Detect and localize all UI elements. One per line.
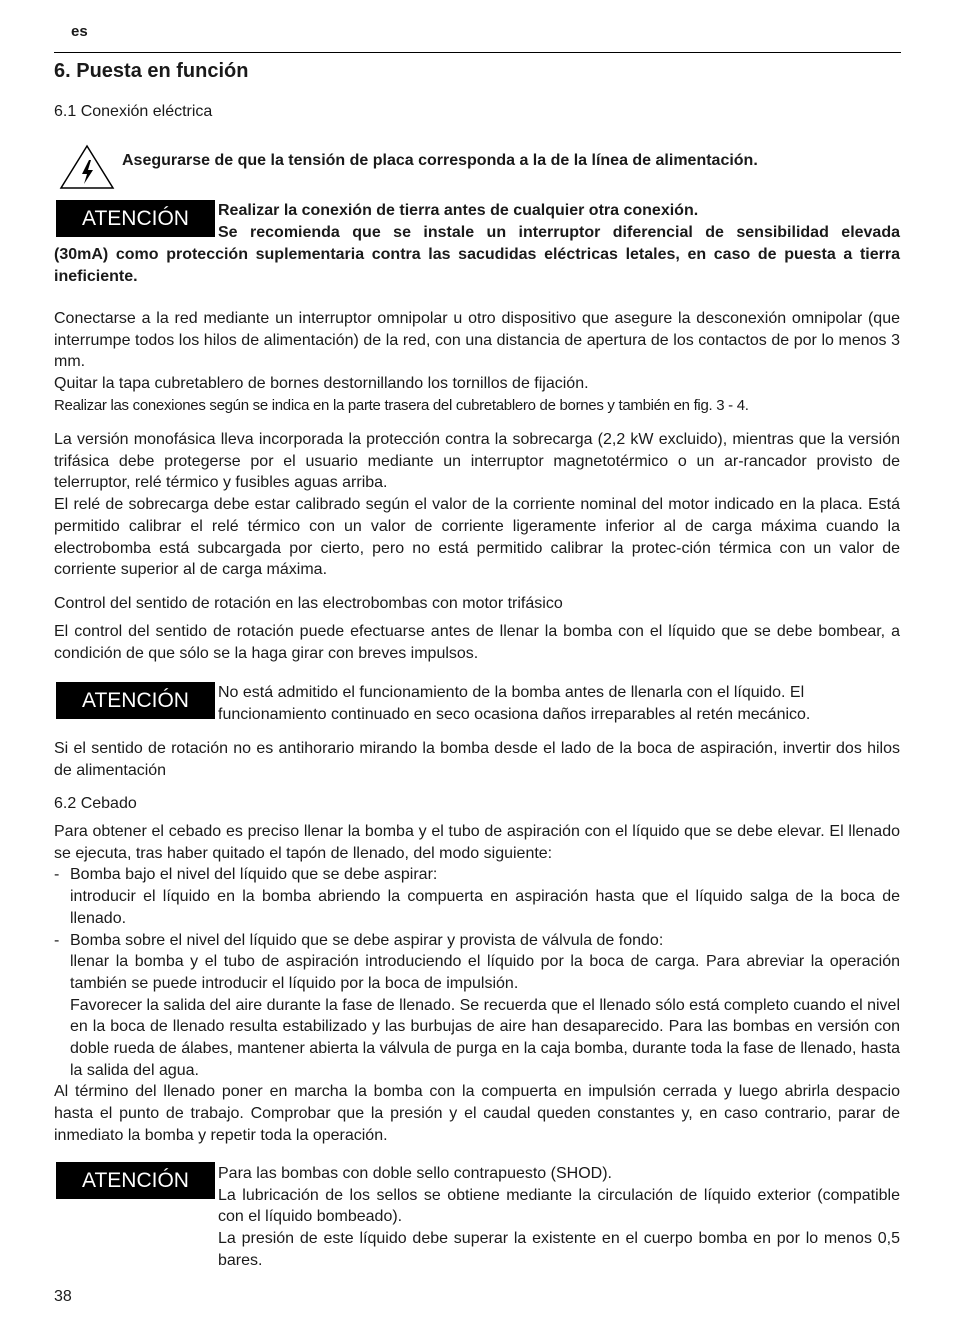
list-item-text: llenar la bomba y el tubo de aspiración introduciendo el líquido por la boca de carga. Para abreviar la operación también se puede introducir el líquido por la boca de impulsión.	[70, 953, 900, 992]
attention-line: Realizar la conexión de tierra antes de cualquier otra conexión.	[218, 202, 699, 219]
attention-text	[218, 1163, 900, 1272]
attention-badge: ATENCIÓN	[56, 682, 215, 719]
priming-outro: Al término del llenado poner en marcha la bomba con la compuerta en impulsión cerrada y luego abrirla despacio hasta el punto de trabajo. Comprobar que la presión y el caudal queden constantes y, en caso contrario, parar de inmediato la bomba y repetir toda la operación.	[54, 1083, 900, 1144]
list-item-title: Bomba sobre el nivel del líquido que se debe aspirar y provista de válvula de fondo:	[70, 931, 664, 949]
paragraph-text: Si el sentido de rotación no es antihorario mirando la bomba desde el lado de la boca de aspiración, invertir dos hilos de alimentación	[54, 740, 900, 779]
attention-badge: ATENCIÓN	[56, 1162, 215, 1199]
attention-line: La presión de este líquido debe superar la existente en el cuerpo bomba en por lo menos 0,5 bares.	[218, 1230, 900, 1269]
list-item-text: introducir el líquido en la bomba abriendo la compuerta en aspiración hasta que el líquido salga de la boca de llenado.	[70, 888, 900, 927]
paragraph-text: Conectarse a la red mediante un interruptor omnipolar u otro dispositivo que asegure la desconexión omnipolar (que interrumpe todos los hilos de alimentación) de la red, con una distancia de apertura de los contactos de por lo menos 3 mm.	[54, 310, 900, 371]
warning-text: Asegurarse de que la tensión de placa corresponda a la de la línea de alimentación.	[122, 152, 758, 169]
paragraph-text: La versión monofásica lleva incorporada la protección contra la sobrecarga (2,2 kW excluido), mientras que la versión trifásica debe protegerse por el usuario mediante un interruptor magnetotérmico o un ar-rancador provisto de telerruptor, relé térmico y fusibles aguas arriba.	[54, 431, 900, 492]
subsection-title-electrical: 6.1 Conexión eléctrica	[54, 103, 213, 120]
rotation-text: El control del sentido de rotación puede efectuarse antes de llenar la bomba con el líquido que se debe bombear, a condición de que sólo se la haga girar con breves impulsos.	[54, 623, 900, 662]
attention-text	[218, 200, 900, 243]
list-item: - Bomba sobre el nivel del líquido que se debe aspirar y provista de válvula de fondo: llenar la bomba y el tubo de aspiración introduciendo el líquido por la boca de carga. Para abreviar la operación también se puede introducir el líquido por la boca de impulsión. Favorecer la salida del aire durante la fase de llenado. Se recuerda que el llenado sólo está completo cuando el nivel en la boca de llenado resulta estabilizado y las burbujas de aire han desaparecido. Para las bombas en versión con doble rueda de álabes, mantener abierta la válvula de purga en la caja bomba, durante toda la fase de llenado, hasta la salida del agua.	[54, 930, 900, 1082]
rotation-title: Control del sentido de rotación en las electrobombas con motor trifásico	[54, 595, 563, 612]
paragraph	[54, 308, 900, 417]
priming-intro: Para obtener el cebado es preciso llenar la bomba y el tubo de aspiración con el líquido que se debe elevar. El llenado se ejecuta, tras haber quitado el tapón de llenado, del modo siguiente:	[54, 823, 900, 862]
paragraph-text: El relé de sobrecarga debe estar calibrado según el valor de la corriente nominal del motor indicado en la placa. Está permitido calibrar el relé térmico con un valor de corriente ligeramente inferior al de carga máxima cuando la electrobomba está subcargada por cierto, pero no está permitido calibrar la protec-ción térmica con un valor de corriente superior al de carga máxima.	[54, 496, 900, 579]
attention-line: Se recomienda que se instale un interruptor diferencial de sensibilidad elevada	[218, 223, 900, 241]
list-item-text: Favorecer la salida del aire durante la fase de llenado. Se recuerda que el llenado sólo está completo cuando el nivel en la boca de llenado resulta estabilizado y las burbujas de aire han desaparecido. Para las bombas en versión con doble rueda de álabes, mantener abierta la válvula de purga en la caja bomba, durante toda la fase de llenado, hasta la salida del agua.	[70, 996, 900, 1079]
list-item-title: Bomba bajo el nivel del líquido que se debe aspirar:	[70, 866, 438, 884]
attention-text: No está admitido el funcionamiento de la bomba antes de llenarla con el líquido. El funcionamiento continuado en seco ocasiona daños irreparables al retén mecánico.	[218, 684, 811, 723]
electrical-hazard-icon	[59, 144, 115, 190]
subsection-title-priming: 6.2 Cebado	[54, 795, 137, 812]
paragraph	[54, 429, 900, 581]
priming-section	[54, 821, 900, 1147]
paragraph-text: Realizar las conexiones según se indica en la parte trasera del cubretablero de bornes y también en fig. 3 - 4.	[54, 396, 749, 414]
page-number: 38	[54, 1288, 72, 1305]
attention-line: Para las bombas con doble sello contrapuesto (SHOD).	[218, 1165, 612, 1182]
attention-badge: ATENCIÓN	[56, 200, 215, 237]
attention-line: La lubricación de los sellos se obtiene mediante la circulación de líquido exterior (compatible con el líquido bombeado).	[218, 1186, 900, 1226]
language-code: es	[71, 23, 88, 40]
section-title: 6. Puesta en función	[54, 60, 249, 82]
paragraph-text: Quitar la tapa cubretablero de bornes destornillando los tornillos de fijación.	[54, 375, 589, 393]
attention-text-continued: (30mA) como protección suplementaria contra las sacudidas eléctricas letales, en caso de puesta a tierra ineficiente.	[54, 246, 900, 285]
header-rule	[54, 52, 901, 53]
list-item: - Bomba bajo el nivel del líquido que se debe aspirar: introducir el líquido en la bomba abriendo la compuerta en aspiración hasta que el líquido salga de la boca de llenado.	[54, 864, 900, 929]
